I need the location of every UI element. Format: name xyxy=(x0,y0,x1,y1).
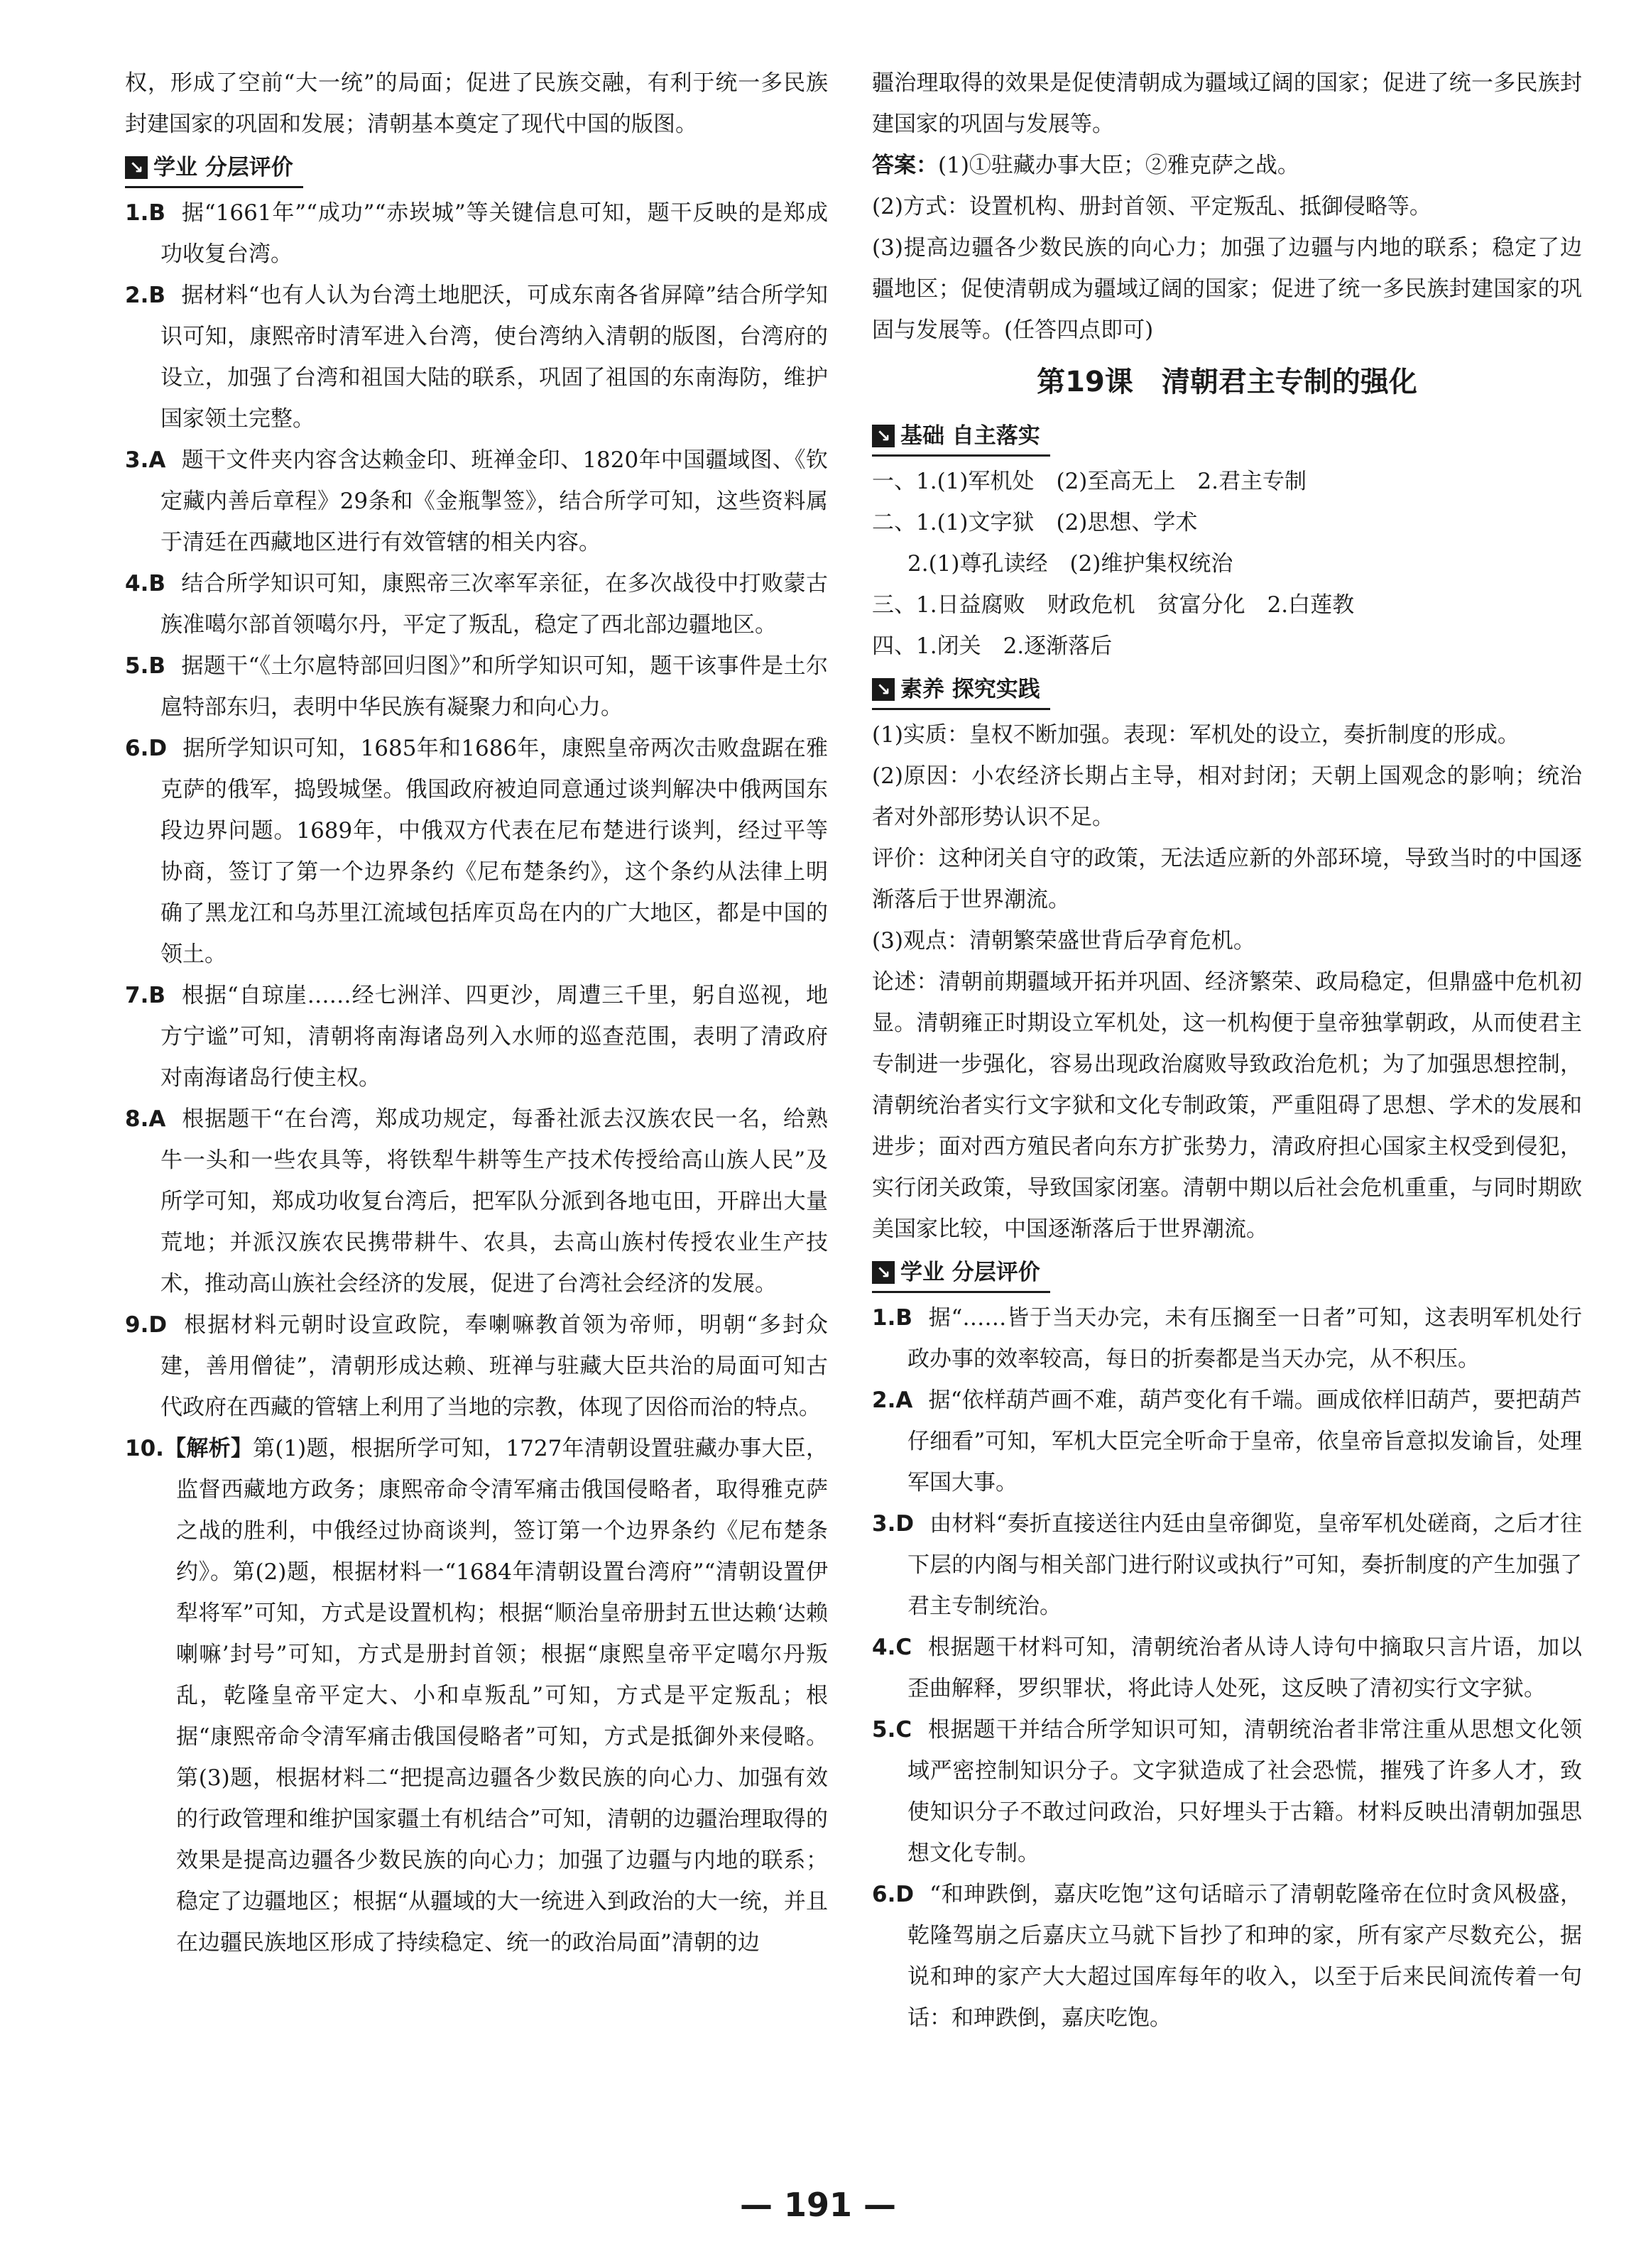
item-answer: D xyxy=(895,1882,915,1907)
section-header-assessment-right xyxy=(872,1257,1050,1293)
answer-item xyxy=(125,645,828,728)
answer-list-right xyxy=(872,1297,1582,2039)
basics-line: 一、1.(1)军机处 (2)至高无上 2.君主专制 xyxy=(872,469,1307,494)
item-answer: B xyxy=(148,571,165,596)
item-explanation: 根据“自琼崖……经七洲洋、四更沙，周遭三千里，躬自巡视，地方宁谧”可知，清朝将南海诸岛列入水师的巡查范围，表明了清政府对南海诸岛行使主权。 xyxy=(160,983,828,1091)
answer-item xyxy=(872,1627,1582,1709)
item-answer: B xyxy=(148,983,165,1008)
item-answer: C xyxy=(895,1717,912,1743)
item-answer: D xyxy=(148,736,168,761)
section-header-explore xyxy=(872,674,1050,710)
item-explanation: 结合所学知识可知，康熙帝三次率军亲征，在多次战役中打败蒙古族准噶尔部首领噶尔丹，平定了叛乱，稳定了西北部边疆地区。 xyxy=(160,571,828,638)
answer-item xyxy=(125,275,828,440)
item-explanation: 据所学知识可知，1685年和1686年，康熙皇帝两次击败盘踞在雅克萨的俄军，捣毁城堡。俄国政府被迫同意通过谈判解决中俄两国东段边界问题。1689年，中俄双方代表在尼布楚进行谈判，经过平等协商，签订了第一个边界条约《尼布楚条约》，这个条约从法律上明确了黑龙江和乌苏里江流域包括库页岛在内的广大地区，都是中国的领土。 xyxy=(160,736,828,967)
answer-item xyxy=(872,1503,1582,1627)
explore-paragraph: (3)观点：清朝繁荣盛世背后孕育危机。 xyxy=(872,928,1255,954)
item-answer: B xyxy=(895,1305,912,1331)
section-header-assessment-left xyxy=(125,152,303,188)
explore-paragraph: (1)实质：皇权不断加强。表现：军机处的设立，奏折制度的形成。 xyxy=(872,722,1520,748)
answer-item xyxy=(125,1098,828,1304)
answer-item xyxy=(872,1874,1582,2039)
answer-item xyxy=(872,1709,1582,1874)
item-answer: D xyxy=(895,1511,915,1537)
item-number: 8. xyxy=(125,1106,149,1132)
answer-item xyxy=(125,440,828,563)
answer-item xyxy=(125,1304,828,1428)
item-explanation: 根据题干并结合所学知识可知，清朝统治者非常注重从思想文化领域严密控制知识分子。文字狱造成了社会恐慌，摧残了许多人才，致使知识分子不敢过问政治，只好埋头于古籍。材料反映出清朝加强思想文化专制。 xyxy=(907,1717,1582,1866)
answer-item xyxy=(125,728,828,975)
basics-line: 三、1.日益腐败 财政危机 贫富分化 2.白莲教 xyxy=(872,592,1355,618)
item-number: 3. xyxy=(125,447,149,473)
item-explanation: 据材料“也有人认为台湾土地肥沃，可成东南各省屏障”结合所学知识可知，康熙帝时清军进入台湾，使台湾纳入清朝的版图，台湾府的设立，加强了台湾和祖国大陆的联系，巩固了祖国的东南海防，维护国家领土完整。 xyxy=(160,283,828,432)
answer-item xyxy=(872,1380,1582,1503)
item-number: 5. xyxy=(872,1717,896,1743)
explore-paragraph: 论述：清朝前期疆域开拓并巩固、经济繁荣、政局稳定，但鼎盛中危机初显。清朝雍正时期设立军机处，这一机构便于皇帝独掌朝政，从而使君主专制进一步强化，容易出现政治腐败导致政治危机；为了加强思想控制，清朝统治者实行文字狱和文化专制政策，严重阻碍了思想、学术的发展和进步；面对西方殖民者向东方扩张势力，清政府担心国家主权受到侵犯，实行闭关政策，导致国家闭塞。清朝中期以后社会危机重重，与同时期欧美国家比较，中国逐渐落后于世界潮流。 xyxy=(872,969,1582,1242)
page-number: — 191 — xyxy=(739,2186,897,2224)
answer-2: (2)方式：设置机构、册封首领、平定叛乱、抵御侵略等。 xyxy=(872,194,1432,219)
item-answer: C xyxy=(895,1635,912,1660)
section-title: 素养 探究实践 xyxy=(900,677,1040,702)
section-title: 学业 分层评价 xyxy=(153,155,293,180)
item-number: 2. xyxy=(872,1387,896,1413)
item-answer: B xyxy=(148,200,165,226)
answer-item xyxy=(125,192,828,275)
item-number: 6. xyxy=(125,736,149,761)
left-intro: 权，形成了空前“大一统”的局面；促进了民族交融，有利于统一多民族封建国家的巩固和发展；清朝基本奠定了现代中国的版图。 xyxy=(125,70,828,137)
item-number: 1. xyxy=(125,200,149,226)
item-explanation: 据题干“《土尔扈特部回归图》”和所学知识可知，题干该事件是土尔扈特部东归，表明中华民族有凝聚力和向心力。 xyxy=(160,653,828,720)
item-explanation: 根据题干“在台湾，郑成功规定，每番社派去汉族农民一名，给熟牛一头和一些农具等，将铁犁牛耕等生产技术传授给高山族人民”及所学可知，郑成功收复台湾后，把军队分派到各地屯田，开辟出大量荒地；并派汉族农民携带耕牛、农具，去高山族村传授农业生产技术，推动高山族社会经济的发展，促进了台湾社会经济的发展。 xyxy=(160,1106,828,1297)
item-explanation: 由材料“奏折直接送往内廷由皇帝御览，皇帝军机处磋商，之后才往下层的内阁与相关部门进行附议或执行”可知，奏折制度的产生加强了君主专制统治。 xyxy=(907,1511,1582,1619)
answer-item xyxy=(125,975,828,1098)
basics-line: 二、1.(1)文字狱 (2)思想、学术 xyxy=(872,510,1198,535)
item-number: 6. xyxy=(872,1882,896,1907)
item-explanation: 据“……皆于当天办完，未有压搁至一日者”可知，这表明军机处行政办事的效率较高，每日的折奏都是当天办完，从不积压。 xyxy=(907,1305,1582,1372)
item-number: 1. xyxy=(872,1305,896,1331)
item-answer: A xyxy=(148,1106,166,1132)
answer-item xyxy=(125,563,828,645)
item-number: 3. xyxy=(872,1511,896,1537)
arrow-icon: ↘ xyxy=(872,678,895,701)
item-number: 4. xyxy=(872,1635,896,1660)
arrow-icon: ↘ xyxy=(872,425,895,447)
right-column xyxy=(872,62,1582,2039)
item-number: 9. xyxy=(125,1312,149,1338)
explore-paragraph: 评价：这种闭关自守的政策，无法适应新的外部环境，导致当时的中国逐渐落后于世界潮流。 xyxy=(872,846,1582,912)
answer-list-left xyxy=(125,192,828,1428)
basics-line: 2.(1)尊孔读经 (2)维护集权统治 xyxy=(907,551,1233,577)
basics-line: 四、1.闭关 2.逐渐落后 xyxy=(872,633,1113,659)
item-explanation: 据“依样葫芦画不难，葫芦变化有千端。画成依样旧葫芦，要把葫芦仔细看”可知，军机大臣完全听命于皇帝，依皇帝旨意拟发谕旨，处理军国大事。 xyxy=(907,1387,1582,1495)
item-explanation: 据“1661年”“成功”“赤崁城”等关键信息可知，题干反映的是郑成功收复台湾。 xyxy=(160,200,828,267)
item-number: 5. xyxy=(125,653,149,679)
item-answer: A xyxy=(895,1387,913,1413)
item-number: 2. xyxy=(125,283,149,308)
item-explanation: 根据题干材料可知，清朝统治者从诗人诗句中摘取只言片语，加以歪曲解释，罗织罪状，将此诗人处死，这反映了清初实行文字狱。 xyxy=(907,1635,1582,1701)
item-explanation: “和珅跌倒，嘉庆吃饱”这句话暗示了清朝乾隆帝在位时贪风极盛，乾隆驾崩之后嘉庆立马就下旨抄了和珅的家，所有家产尽数充公，据说和珅的家产大大超过国库每年的收入，以至于后来民间流传着一句话：和珅跌倒，嘉庆吃饱。 xyxy=(907,1882,1582,2031)
section-title: 学业 分层评价 xyxy=(900,1260,1040,1285)
answer-item-10: 10.【解析】第(1)题，根据所学可知，1727年清朝设置驻藏办事大臣，监督西藏地方政务；康熙帝命令清军痛击俄国侵略者，取得雅克萨之战的胜利，中俄经过协商谈判，签订第一个边界条约《尼布楚条约》。第(2)题，根据材料一“1684年清朝设置台湾府”“清朝设置伊犁将军”可知，方式是设置机构；根据“顺治皇帝册封五世达赖‘达赖喇嘛’封号”可知，方式是册封首领；根据“康熙皇帝平定噶尔丹叛乱，乾隆皇帝平定大、小和卓叛乱”可知，方式是平定叛乱；根据“康熙帝命令清军痛击俄国侵略者”可知，方式是抵御外来侵略。第(3)题，根据材料二“把提高边疆各少数民族的向心力、加强有效的行政管理和维护国家疆土有机结合”可知，清朝的边疆治理取得的效果是提高边疆各少数民族的向心力；加强了边疆与内地的联系；稳定了边疆地区；根据“从疆域的大一统进入到政治的大一统，并且在边疆民族地区形成了持续稳定、统一的政治局面”清朝的边 xyxy=(125,1436,828,1956)
item-explanation: 根据材料元朝时设宣政院，奉喇嘛教首领为帝师，明朝“多封众建，善用僧徒”，清朝形成达赖、班禅与驻藏大臣共治的局面可知古代政府在西藏的管辖上利用了当地的宗教，体现了因俗而治的特点。 xyxy=(160,1312,828,1420)
right-continuation: 疆治理取得的效果是促使清朝成为疆域辽阔的国家；促进了统一多民族封建国家的巩固与发展等。 xyxy=(872,70,1582,137)
lesson-title: 第19课 清朝君主专制的强化 xyxy=(1037,366,1417,398)
item-number: 7. xyxy=(125,983,149,1008)
item-number: 4. xyxy=(125,571,149,596)
arrow-icon: ↘ xyxy=(872,1261,895,1284)
arrow-icon: ↘ xyxy=(125,156,148,179)
section-header-basics xyxy=(872,420,1050,457)
answer-3: (3)提高边疆各少数民族的向心力；加强了边疆与内地的联系；稳定了边疆地区；促使清朝成为疆域辽阔的国家；促进了统一多民族封建国家的巩固与发展等。(任答四点即可) xyxy=(872,235,1582,343)
item-answer: A xyxy=(148,447,166,473)
item-answer: B xyxy=(148,653,165,679)
item-explanation: 题干文件夹内容含达赖金印、班禅金印、1820年中国疆域图、《钦定藏内善后章程》29条和《金瓶掣签》，结合所学可知，这些资料属于清廷在西藏地区进行有效管辖的相关内容。 xyxy=(160,447,828,555)
answer-item xyxy=(872,1297,1582,1380)
item-answer: D xyxy=(148,1312,168,1338)
left-column xyxy=(125,62,828,1963)
explore-paragraph: (2)原因：小农经济长期占主导，相对封闭；天朝上国观念的影响；统治者对外部形势认识不足。 xyxy=(872,763,1582,830)
answer-block: 答案：(1)①驻藏办事大臣；②雅克萨之战。 xyxy=(872,153,1299,178)
section-title: 基础 自主落实 xyxy=(900,423,1040,449)
item-answer: B xyxy=(148,283,165,308)
